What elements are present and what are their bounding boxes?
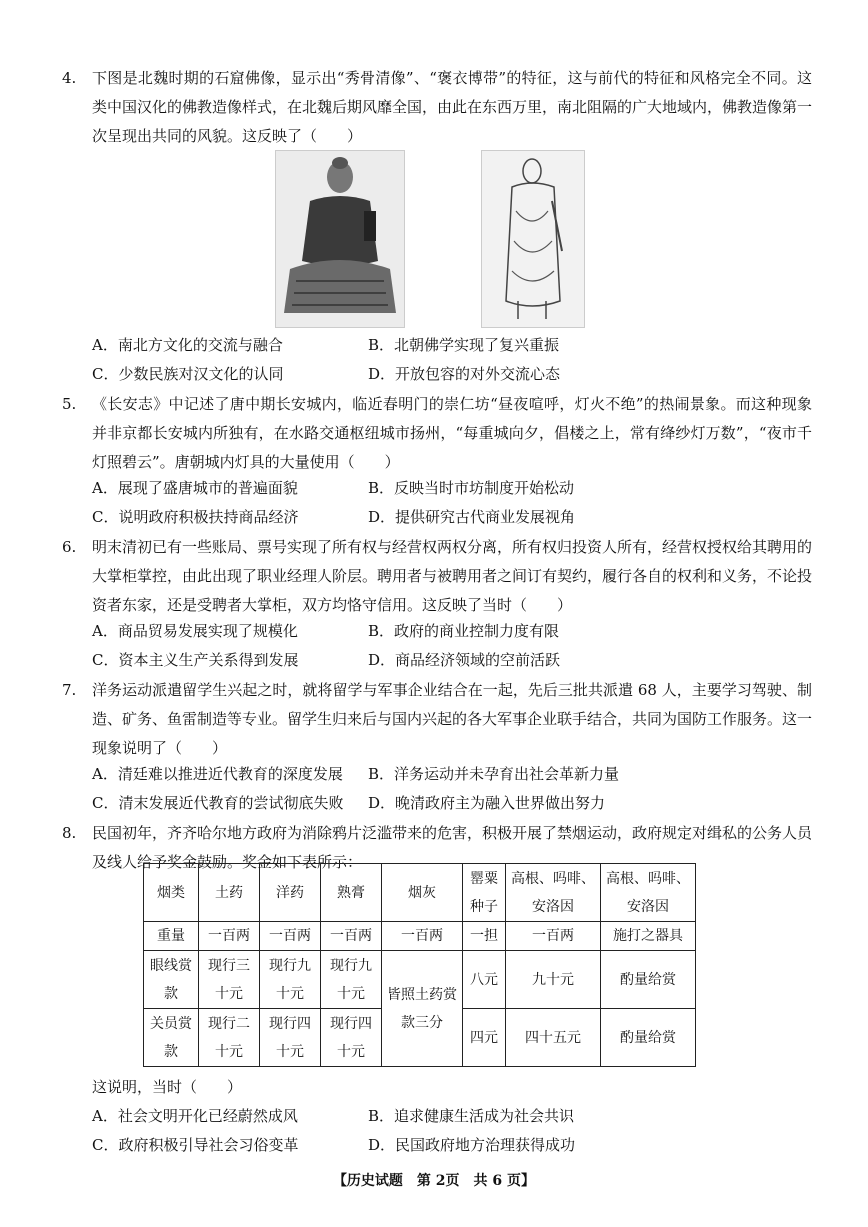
question-6 [62,533,812,620]
question-number: 5. [62,395,77,413]
question-number: 4. [62,69,77,87]
table-cell: 一百两 [506,922,601,951]
table-cell: 九十元 [506,951,601,1009]
option-c[interactable]: C．少数民族对汉文化的认同 [92,365,284,383]
table-cell: 施打之器具 [601,922,696,951]
table-cell: 现行四十元 [260,1009,321,1067]
table-cell: 八元 [463,951,506,1009]
table-row [144,951,696,1009]
table-cell: 现行三十元 [199,951,260,1009]
question-4 [62,64,812,151]
option-a[interactable]: A．清廷难以推进近代教育的深度发展 [92,765,343,783]
table-cell: 现行二十元 [199,1009,260,1067]
table-header-cell: 熟膏 [321,864,382,922]
table-cell: 皆照土药赏款三分 [382,951,463,1067]
table-row [144,864,696,922]
option-c[interactable]: C．清末发展近代教育的尝试彻底失败 [92,794,344,812]
table-cell: 一百两 [382,922,463,951]
table-cell: 一百两 [199,922,260,951]
table-header-cell: 罂粟种子 [463,864,506,922]
table-cell: 现行九十元 [321,951,382,1009]
table-cell: 重量 [144,922,199,951]
table-cell: 现行九十元 [260,951,321,1009]
table-cell: 四元 [463,1009,506,1067]
option-a[interactable]: A．商品贸易发展实现了规模化 [92,622,298,640]
table-cell: 关员赏款 [144,1009,199,1067]
option-c[interactable]: C．政府积极引导社会习俗变革 [92,1136,299,1154]
option-c[interactable]: C．资本主义生产关系得到发展 [92,651,299,669]
question-text: 民国初年，齐齐哈尔地方政府为消除鸦片泛滥带来的危害，积极开展了禁烟运动，政府规定对缉私的公务人员及线人给予奖金鼓励。奖金如下表所示： [92,824,813,871]
table-header-cell: 烟灰 [382,864,463,922]
question-5 [62,390,812,477]
option-b[interactable]: B．北朝佛学实现了复兴重振 [368,336,560,354]
option-b[interactable]: B．政府的商业控制力度有限 [368,622,560,640]
reward-table [143,863,696,1067]
table-row [144,922,696,951]
table-cell: 一担 [463,922,506,951]
option-b[interactable]: B．追求健康生活成为社会共识 [368,1107,575,1125]
table-cell: 一百两 [260,922,321,951]
option-d[interactable]: D．开放包容的对外交流心态 [368,365,561,383]
option-a[interactable]: A．社会文明开化已经蔚然成风 [92,1107,298,1125]
question-text: 明末清初已有一些账局、票号实现了所有权与经营权两权分离，所有权归投资人所有，经营权授权给其聘用的大掌柜掌控，由此出现了职业经理人阶层。聘用者与被聘用者之间订有契约，履行各自的权利和义务，不论投资者东家，还是受聘者大掌柜，双方均恪守信用。这反映了当时（ ） [92,538,813,614]
table-header-cell: 烟类 [144,864,199,922]
option-b[interactable]: B．洋务运动并未孕育出社会革新力量 [368,765,620,783]
option-a[interactable]: A．展现了盛唐城市的普遍面貌 [92,479,298,497]
question-text: 下图是北魏时期的石窟佛像，显示出“秀骨清像”、“褒衣博带”的特征，这与前代的特征和风格完全不同。这类中国汉化的佛教造像样式，在北魏后期风靡全国，由此在东西万里，南北阻隔的广大地域内，佛教造像第一次呈现出共同的风貌。这反映了（ ） [92,69,813,145]
table-cell: 酌量给赏 [601,1009,696,1067]
option-d[interactable]: D．晚清政府主为融入世界做出努力 [368,794,606,812]
table-cell: 现行四十元 [321,1009,382,1067]
option-d[interactable]: D．提供研究古代商业发展视角 [368,508,576,526]
option-c[interactable]: C．说明政府积极扶持商品经济 [92,508,299,526]
seated-buddha-image [275,150,405,328]
question-text: 洋务运动派遣留学生兴起之时，就将留学与军事企业结合在一起，先后三批共派遣 68 人，主要学习驾驶、制造、矿务、鱼雷制造等专业。留学生归来后与国内兴起的各大军事企业联手结合，共同为国防工作服务。这一现象说明了（ ） [92,681,813,757]
table-header-cell: 高根、吗啡、安洛因 [506,864,601,922]
question-number: 6. [62,538,77,556]
page-footer: 【历史试题 第 2页 共 6 页】 [332,1173,536,1189]
standing-buddha-image [481,150,585,328]
table-header-cell: 土药 [199,864,260,922]
question-number: 8. [62,824,77,842]
table-cell: 眼线赏款 [144,951,199,1009]
table-header-cell: 高根、吗啡、安洛因 [601,864,696,922]
option-d[interactable]: D．商品经济领域的空前活跃 [368,651,561,669]
option-b[interactable]: B．反映当时市坊制度开始松动 [368,479,575,497]
table-cell: 一百两 [321,922,382,951]
table-cell: 酌量给赏 [601,951,696,1009]
question-8-stem: 这说明，当时（ ） [92,1078,243,1096]
question-text: 《长安志》中记述了唐中期长安城内，临近春明门的崇仁坊“昼夜喧呼，灯火不绝”的热闹景象。而这种现象并非京都长安城内所独有，在水路交通枢纽城市扬州，“每重城向夕，倡楼之上，常有绛纱灯万数”，“夜市千灯照碧云”。唐朝城内灯具的大量使用（ ） [92,395,812,471]
table-header-cell: 洋药 [260,864,321,922]
question-7 [62,676,812,763]
question-number: 7. [62,681,77,699]
table-cell: 四十五元 [506,1009,601,1067]
option-d[interactable]: D．民国政府地方治理获得成功 [368,1136,576,1154]
option-a[interactable]: A．南北方文化的交流与融合 [92,336,283,354]
